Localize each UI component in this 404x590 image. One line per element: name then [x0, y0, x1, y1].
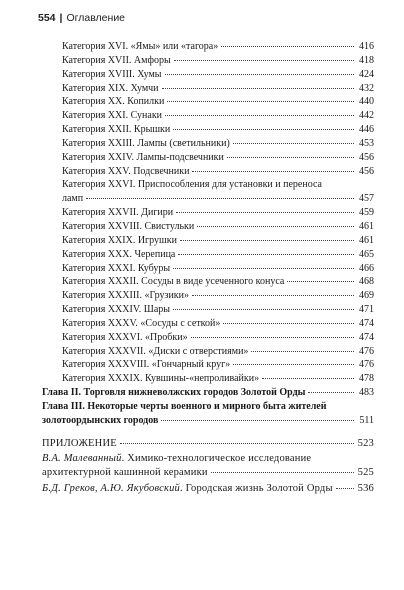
toc-entry-page: 456: [359, 165, 374, 177]
toc-appendix-author: В.А. Малеванный: [42, 453, 122, 465]
toc-appendix-item-line1: [42, 452, 374, 466]
dot-leader: [308, 391, 354, 393]
toc-entry-title: Категория XXVII. Дигири: [62, 207, 174, 219]
toc-entry-title: Категория XXX. Черепица: [62, 248, 176, 260]
toc-entry-title: Категория XXIX. Игрушки: [62, 234, 177, 246]
toc-entry-page: 461: [359, 220, 374, 232]
toc-entry: [42, 137, 374, 151]
page-number: 554: [38, 12, 56, 24]
dot-leader: [120, 442, 354, 444]
dot-leader: [167, 100, 354, 102]
toc-entry-title-line1: Категория XXVI. Приспособления для установки и переноса: [62, 179, 322, 191]
toc-entry: [42, 109, 374, 123]
toc-entry-page: 456: [359, 151, 374, 163]
toc-entry-title: Категория XXXVIII. «Гончарный круг»: [62, 359, 231, 371]
dot-leader: [165, 73, 354, 75]
toc-entry-page: 453: [359, 137, 374, 149]
toc-entry-title: Категория XXXV. «Сосуды с сеткой»: [62, 317, 221, 329]
toc-entry: [42, 123, 374, 137]
toc-entry: [42, 317, 374, 331]
toc-entry: [42, 372, 374, 386]
dot-leader: [165, 114, 354, 116]
toc-entry: [42, 54, 374, 68]
dot-leader: [223, 322, 354, 324]
toc-entry: [42, 331, 374, 345]
toc-entry-page: 476: [359, 345, 374, 357]
toc-entry-page: 465: [359, 248, 374, 260]
toc-entry-title: Категория XXVIII. Свистульки: [62, 220, 195, 232]
toc-chapter-page: 511: [359, 414, 374, 426]
dot-leader: [178, 253, 354, 255]
toc-entry: [42, 40, 374, 54]
toc-entry: [42, 234, 374, 248]
dot-leader: [180, 239, 354, 241]
table-of-contents: [42, 40, 374, 496]
toc-appendix-item-title: [42, 482, 333, 496]
toc-entry: [42, 68, 374, 82]
toc-entry: [42, 358, 374, 372]
toc-entry-page: 476: [359, 359, 374, 371]
toc-entry-page: 446: [359, 124, 374, 136]
toc-appendix-item-text: . Городская жизнь Золотой Орды: [180, 483, 333, 495]
toc-entry-title: Категория XVIII. Хумы: [62, 68, 162, 80]
toc-appendix-item: [42, 482, 374, 496]
dot-leader: [191, 336, 354, 338]
toc-entry-page: 442: [359, 110, 374, 122]
dot-leader: [251, 350, 354, 352]
toc-entry-page: 471: [359, 304, 374, 316]
toc-entry: [42, 262, 374, 276]
toc-entry-page: 416: [359, 41, 374, 52]
toc-entry: [42, 303, 374, 317]
toc-entry-page: 468: [359, 276, 374, 288]
dot-leader: [227, 156, 354, 158]
toc-entry-title: Категория XXXIII. «Грузики»: [62, 290, 190, 302]
toc-entry: [42, 95, 374, 109]
toc-entry-page: 424: [359, 68, 374, 80]
dot-leader: [173, 128, 354, 130]
toc-chapter: [42, 386, 374, 400]
toc-entry-title: Категория XXII. Крышки: [62, 124, 171, 136]
dot-leader: [221, 45, 354, 47]
toc-entry-page: 432: [359, 82, 374, 94]
toc-chapter-last-line: [42, 414, 374, 428]
toc-entry-title: Категория XXIII. Лампы (светильники): [62, 137, 230, 149]
spacer: [42, 428, 374, 437]
dot-leader: [197, 225, 354, 227]
toc-entry: [42, 289, 374, 303]
dot-leader: [174, 59, 354, 61]
toc-entry-title: Категория XXIV. Лампы-подсвечники: [62, 151, 224, 163]
toc-appendix-title: ПРИЛОЖЕНИЕ: [42, 437, 117, 449]
toc-appendix-item-last-line: [42, 466, 374, 480]
dot-leader: [262, 377, 354, 379]
dot-leader: [211, 471, 354, 473]
toc-chapter-title-line1: Глава III. Некоторые черты военного и мирного быта жителей: [42, 400, 327, 412]
toc-appendix-item-page: 525: [357, 467, 374, 479]
toc-appendix-author: Б.Д. Греков, А.Ю. Якубовский: [42, 483, 180, 495]
toc-entry-page: 461: [359, 234, 374, 246]
toc-entry: [42, 165, 374, 179]
toc-entry-multiline: [42, 178, 374, 206]
toc-entry-page: 418: [359, 54, 374, 66]
toc-entry: [42, 345, 374, 359]
dot-leader: [233, 363, 354, 365]
dot-leader: [287, 280, 354, 282]
toc-entry-page: 459: [359, 207, 374, 219]
toc-chapter-page: 483: [359, 387, 374, 399]
dot-leader: [86, 197, 354, 199]
toc-entry: [42, 275, 374, 289]
toc-entry-last-line: [62, 192, 374, 206]
dot-leader: [176, 211, 354, 213]
toc-entry-page: 457: [359, 193, 374, 205]
toc-entry-title: Категория XVII. Амфоры: [62, 54, 171, 66]
toc-entry-page: 466: [359, 262, 374, 274]
toc-entry-title: Категория XXXII. Сосуды в виде усеченного конуса: [62, 276, 285, 288]
toc-entry: [42, 248, 374, 262]
dot-leader: [173, 267, 354, 269]
toc-appendix-page: 523: [357, 437, 374, 449]
dot-leader: [192, 170, 354, 172]
toc-chapter-title: Глава II. Торговля нижневолжских городов Золотой Орды: [42, 387, 306, 399]
toc-entry: [42, 82, 374, 96]
toc-entry-title: Категория XXV. Подсвечники: [62, 165, 190, 177]
dot-leader: [173, 308, 354, 310]
dot-leader: [161, 419, 354, 421]
toc-entry-title: Категория XXXIX. Кувшины-«непроливайки»: [62, 373, 260, 385]
toc-entry-title-line2: ламп: [62, 193, 84, 205]
toc-entry-title: Категория XXXI. Кубуры: [62, 262, 171, 274]
header-separator: |: [59, 12, 63, 24]
dot-leader: [336, 487, 354, 489]
toc-entry-page: 440: [359, 96, 374, 108]
toc-entry-title: Категория XXXVI. «Пробки»: [62, 331, 188, 343]
toc-entry-title: Категория XX. Копилки: [62, 96, 165, 108]
toc-appendix: [42, 437, 374, 451]
toc-appendix-item-page: 536: [357, 483, 374, 495]
dot-leader: [233, 142, 354, 144]
toc-entry-page: 478: [359, 373, 374, 385]
toc-entry-page: 474: [359, 331, 374, 343]
toc-appendix-item: [42, 452, 374, 480]
toc-entry: [42, 206, 374, 220]
toc-appendix-item-title: . Химико-технологическое исследование: [121, 453, 312, 465]
toc-entry-page: 474: [359, 317, 374, 329]
toc-entry-title: Категория XXXVII. «Диски с отверстиями»: [62, 345, 249, 357]
toc-chapter-title-line2: золотоордынских городов: [42, 414, 159, 426]
toc-entry-page: 469: [359, 290, 374, 302]
toc-entry: [42, 220, 374, 234]
toc-entry-title: Категория XXXIV. Шары: [62, 304, 171, 316]
toc-entry: [42, 151, 374, 165]
toc-entry-title: Категория XIX. Хумчи: [62, 82, 159, 94]
header-title: Оглавление: [66, 12, 126, 24]
toc-entry-title: Категория XXI. Сунаки: [62, 110, 163, 122]
running-head: [38, 12, 125, 24]
dot-leader: [192, 294, 354, 296]
toc-entry-title: Категория XVI. «Ямы» или «тагора»: [62, 41, 219, 52]
dot-leader: [162, 87, 354, 89]
toc-chapter-multiline: [42, 400, 374, 428]
toc-appendix-item-title-line2: архитектурной кашинной керамики: [42, 467, 208, 479]
